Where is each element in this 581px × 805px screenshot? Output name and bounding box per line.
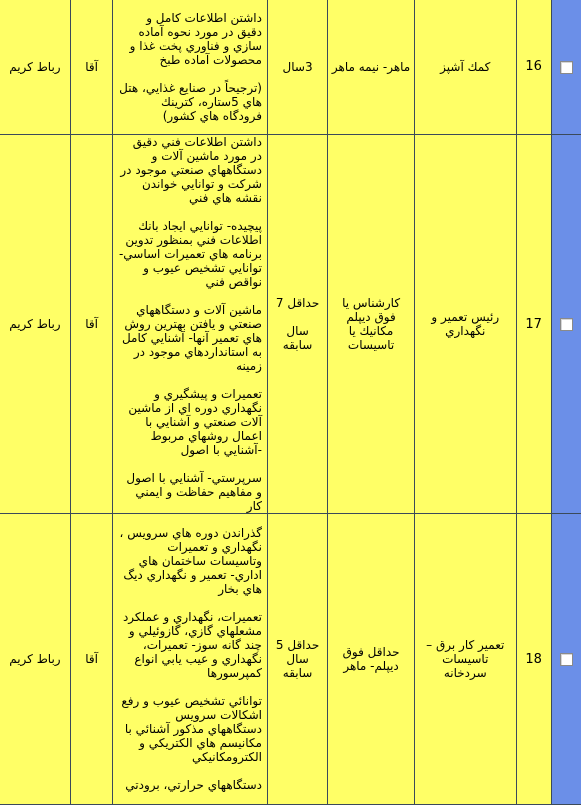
job-description <box>113 0 267 134</box>
row-checkbox[interactable] <box>560 318 573 331</box>
description-paragraph: داشتن اطلاعات كامل و دقيق در مورد نحوه آماده سازي و فناوري پخت غذا و محصولات آماده طبخ <box>129 10 262 67</box>
location: رباط كريم <box>0 135 70 513</box>
description-paragraph: (ترجيحاً در صنايع غذايي، هتل هاي 5ستاره، كترينك فرودگاه هاي كشور) <box>119 80 262 123</box>
row-checkbox[interactable] <box>560 653 573 666</box>
row-number: 18 <box>517 514 551 804</box>
experience-requirement: حداقل 5 سال سابقه <box>268 514 327 804</box>
job-title: كمك آشپز <box>415 0 516 134</box>
gender-requirement: آقا <box>71 0 113 134</box>
description-paragraph: تعميرات، نگهداري و عملكرد مشعلهاي گازي، گازوئيلي و چند گانه سوز- تعميرات، نگهداري و عيب يابي انواع كمپرسورها <box>122 610 262 680</box>
gender-requirement: آقا <box>71 514 113 804</box>
experience-line: حداقل 7 <box>275 296 320 310</box>
description-paragraph: گذراندن دوره هاي سرويس ، نگهداري و تعميرات وتاسيسات ساختمان هاي اداري- تعمير و نگهداري ديگ هاي بخار <box>119 526 262 596</box>
row-select-cell <box>552 514 581 804</box>
table-row <box>0 135 581 513</box>
job-title: رئيس تعمير و نگهداري <box>415 135 516 513</box>
row-select-cell <box>552 0 581 134</box>
row-select-cell <box>552 135 581 513</box>
job-title: تعمير كار برق – تاسيسات سردخانه <box>415 514 516 804</box>
description-paragraph: سرپرستي- آشنايي با اصول و مفاهيم حفاظت و ايمني كار <box>126 471 262 513</box>
job-description <box>113 135 267 513</box>
row-number: 16 <box>517 0 551 134</box>
description-paragraph: داشتن اطلاعات فني دقيق در مورد ماشين آلات و دستگاههاي صنعتي موجود در شركت و توانايي خواندن نقشه هاي فني <box>120 135 262 205</box>
education-requirement: حداقل فوق ديپلم- ماهر <box>328 514 414 804</box>
experience-requirement: 3سال <box>268 0 327 134</box>
description-paragraph: ماشين آلات و دستگاههاي صنعتي و يافتن بهترين روش هاي تعمير آنها- آشنايي كامل به استانداردهاي موجود در زمينه <box>121 303 262 373</box>
description-paragraph: توانائي تشخيص عيوب و رفع اشكالات سرويس دستگاههاي مذكور آشنائي با مكانيسم هاي الكتريكي و الكترومكانيكي <box>121 694 262 764</box>
education-requirement: ماهر- نيمه ماهر <box>328 0 414 134</box>
gender-requirement: آقا <box>71 135 113 513</box>
location: رباط كريم <box>0 0 70 134</box>
education-requirement: كارشناس يا فوق ديپلم مكانيك يا تاسيسات <box>328 135 414 513</box>
row-number: 17 <box>517 135 551 513</box>
location: رباط كريم <box>0 514 70 804</box>
job-description <box>113 514 267 804</box>
experience-line: سال سابقه <box>282 324 313 352</box>
row-checkbox[interactable] <box>560 61 573 74</box>
table-row <box>0 0 581 134</box>
description-paragraph: پيچيده- توانايي ايجاد بانك اطلاعات فني بمنظور تدوين برنامه هاي تعميرات اساسي- توانايي تشخيص عيوب و نواقص فني <box>118 219 262 289</box>
table-row <box>0 514 581 804</box>
description-paragraph: دستگاههاي حرارتي، برودتي <box>125 778 262 792</box>
experience-requirement <box>268 135 327 513</box>
description-paragraph: تعميرات و پيشگيري و نگهداري دوره اي از ماشين آلات صنعتي و آشنايي با اعمال روشهاي مربوط -آشنايي با اصول <box>128 387 262 457</box>
